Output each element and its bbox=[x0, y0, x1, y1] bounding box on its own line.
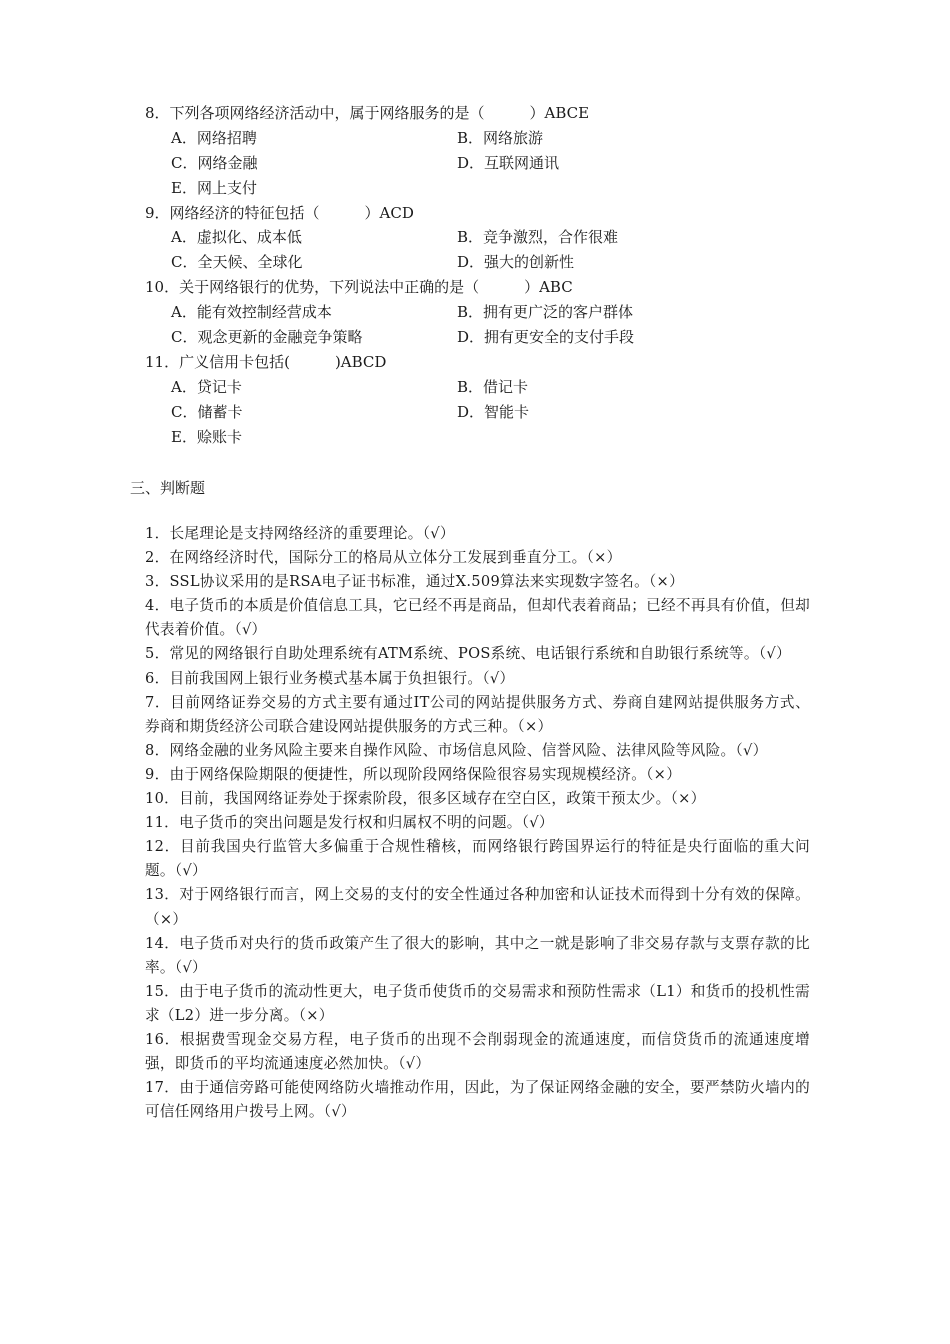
option: A．网络招聘 bbox=[171, 128, 257, 147]
true-false-item: 9．由于网络保险期限的便捷性，所以现阶段网络保险很容易实现规模经济。（×） bbox=[145, 765, 682, 783]
true-false-item: 1．长尾理论是支持网络经济的重要理论。（√） bbox=[145, 525, 455, 542]
option-row bbox=[145, 300, 845, 325]
option: B．网络旅游 bbox=[457, 128, 544, 147]
option: D．拥有更安全的支付手段 bbox=[457, 328, 635, 347]
option-row bbox=[145, 126, 845, 151]
true-false-item: 17．由于通信旁路可能使网络防火墙推动作用，因此，为了保证网络金融的安全，要严禁防火墙内的可信任网络用户拨号上网。（√） bbox=[145, 1079, 810, 1121]
question-stem: 9．网络经济的特征包括（ ）ACD bbox=[145, 203, 414, 222]
option: B．竞争激烈，合作很难 bbox=[457, 228, 619, 247]
option: D．互联网通讯 bbox=[457, 153, 560, 172]
true-false-item: 11．电子货币的突出问题是发行权和归属权不明的问题。（√） bbox=[145, 814, 554, 832]
true-false-item: 4．电子货币的本质是价值信息工具，它已经不再是商品，但却代表着商品；已经不再具有价值，但却代表着价值。（√） bbox=[145, 597, 810, 639]
true-false-item: 14．电子货币对央行的货币政策产生了很大的影响，其中之一就是影响了非交易存款与支票存款的比率。（√） bbox=[145, 934, 810, 976]
true-false-item: 15．由于电子货币的流动性更大，电子货币使货币的交易需求和预防性需求（L1）和货币的投机性需求（L2）进一步分离。（×） bbox=[145, 982, 810, 1024]
option: D．强大的创新性 bbox=[457, 253, 575, 272]
true-false-item: 7．目前网络证券交易的方式主要有通过IT公司的网站提供服务方式、券商自建网站提供服务方式、券商和期货经济公司联合建设网站提供服务的方式三种。（×） bbox=[145, 693, 810, 735]
section-title: 三、判断题 bbox=[130, 479, 206, 497]
option-row bbox=[145, 151, 845, 176]
option-row bbox=[145, 325, 845, 350]
true-false-item: 16．根据费雪现金交易方程，电子货币的出现不会削弱现金的流通速度，而信贷货币的流通速度增强，即货币的平均流通速度必然加快。（√） bbox=[145, 1030, 810, 1073]
option: B．拥有更广泛的客户群体 bbox=[457, 303, 634, 322]
true-false-item: 5．常见的网络银行自助处理系统有ATM系统、POS系统、电话银行系统和自助银行系统等。（√） bbox=[145, 645, 791, 663]
option-row bbox=[145, 400, 845, 425]
true-false-item: 12．目前我国央行监管大多偏重于合规性稽核，而网络银行跨国界运行的特征是央行面临的重大问题。（√） bbox=[145, 838, 810, 880]
true-false-item: 8．网络金融的业务风险主要来自操作风险、市场信息风险、信誉风险、法律风险等风险。（√） bbox=[145, 741, 768, 759]
true-false-item: 3．SSL协议采用的是RSA电子证书标准，通过X.509算法来实现数字签名。（×） bbox=[145, 573, 684, 591]
question-stem: 10．关于网络银行的优势，下列说法中正确的是（ ）ABC bbox=[145, 278, 573, 297]
option: A．能有效控制经营成本 bbox=[171, 303, 332, 322]
option-row bbox=[145, 375, 845, 400]
true-false-item: 2．在网络经济时代，国际分工的格局从立体分工发展到垂直分工。（×） bbox=[145, 549, 622, 567]
true-false-section bbox=[145, 522, 810, 1124]
option: A．贷记卡 bbox=[171, 377, 242, 396]
option: C．观念更新的金融竞争策略 bbox=[171, 328, 363, 347]
option: C．全天候、全球化 bbox=[171, 253, 303, 272]
option-row bbox=[145, 225, 845, 250]
true-false-item: 10．目前，我国网络证券处于探索阶段，很多区域存在空白区，政策干预太少。（×） bbox=[145, 790, 706, 808]
true-false-item: 13．对于网络银行而言，网上交易的支付的安全性通过各种加密和认证技术而得到十分有效的保障。（×） bbox=[145, 886, 810, 928]
option: C．网络金融 bbox=[171, 153, 258, 172]
true-false-item: 6．目前我国网上银行业务模式基本属于负担银行。（√） bbox=[145, 669, 515, 687]
question-stem: 8．下列各项网络经济活动中，属于网络服务的是（ ）ABCE bbox=[145, 104, 590, 122]
option: B．借记卡 bbox=[457, 377, 529, 396]
option: C．储蓄卡 bbox=[171, 402, 243, 421]
option: D．智能卡 bbox=[457, 402, 530, 421]
option: A．虚拟化、成本低 bbox=[171, 228, 302, 247]
option: E．赊账卡 bbox=[171, 427, 242, 446]
option-row bbox=[145, 250, 845, 275]
question-stem: 11．广义信用卡包括( )ABCD bbox=[145, 352, 387, 371]
option-row bbox=[145, 425, 845, 450]
option-row bbox=[145, 176, 845, 201]
multiple-choice-section bbox=[145, 101, 845, 449]
option: E．网上支付 bbox=[171, 178, 257, 197]
